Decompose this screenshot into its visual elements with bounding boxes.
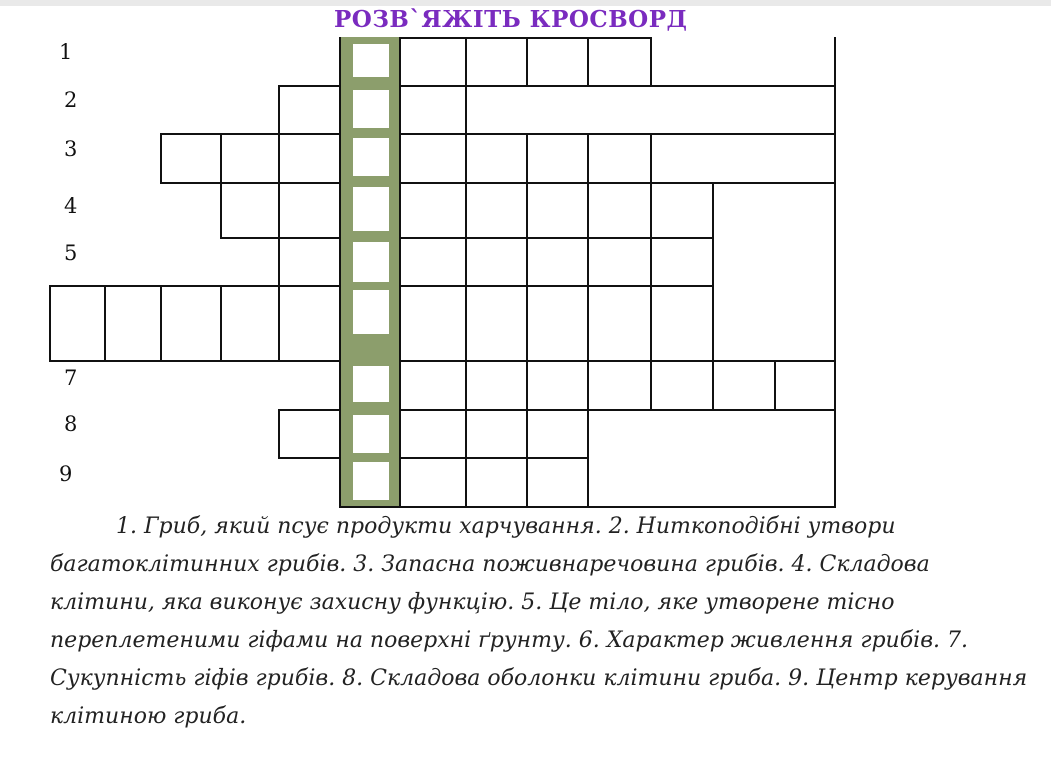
grid-cell[interactable] bbox=[160, 133, 222, 184]
grid-cell[interactable] bbox=[465, 409, 528, 459]
row-number-9: 9 bbox=[59, 462, 73, 486]
grid-cell[interactable] bbox=[278, 409, 341, 459]
row-number-4: 4 bbox=[64, 194, 78, 218]
grid-cell[interactable] bbox=[587, 182, 652, 239]
grid-cell[interactable] bbox=[399, 237, 467, 287]
grid-cell[interactable] bbox=[587, 409, 836, 508]
grid-cell[interactable] bbox=[399, 37, 467, 87]
grid-cell[interactable] bbox=[399, 182, 467, 239]
grid-cell[interactable] bbox=[465, 85, 836, 135]
grid-cell[interactable] bbox=[399, 360, 467, 411]
grid-cell[interactable] bbox=[650, 133, 836, 184]
row-number-5: 5 bbox=[64, 241, 78, 265]
grid-cell[interactable] bbox=[650, 237, 714, 287]
grid-cell[interactable] bbox=[160, 285, 222, 362]
crossword-title: РОЗВ`ЯЖІТЬ КРОСВОРД bbox=[334, 6, 688, 33]
row-number-2: 2 bbox=[64, 88, 78, 112]
grid-cell[interactable] bbox=[220, 285, 280, 362]
keyword-cell-9[interactable] bbox=[353, 462, 389, 500]
grid-cell[interactable] bbox=[526, 182, 589, 239]
grid-cell[interactable] bbox=[399, 133, 467, 184]
grid-cell[interactable] bbox=[526, 409, 589, 459]
grid-cell[interactable] bbox=[278, 133, 341, 184]
row-number-3: 3 bbox=[64, 137, 78, 161]
grid-right-edge bbox=[834, 37, 836, 87]
keyword-cell-4[interactable] bbox=[353, 187, 389, 231]
grid-cell[interactable] bbox=[465, 360, 528, 411]
grid-cell[interactable] bbox=[526, 457, 589, 508]
grid-cell[interactable] bbox=[220, 133, 280, 184]
grid-cell[interactable] bbox=[526, 133, 589, 184]
grid-cell[interactable] bbox=[774, 360, 836, 411]
grid-cell[interactable] bbox=[278, 182, 341, 239]
grid-cell[interactable] bbox=[587, 360, 652, 411]
grid-cell[interactable] bbox=[399, 409, 467, 459]
grid-cell[interactable] bbox=[104, 285, 162, 362]
grid-cell[interactable] bbox=[526, 237, 589, 287]
grid-cell[interactable] bbox=[49, 285, 106, 362]
grid-cell[interactable] bbox=[465, 182, 528, 239]
grid-cell[interactable] bbox=[526, 360, 589, 411]
clues-paragraph: 1. Гриб, який псує продукти харчування. 2. Ниткоподібні утвори багатоклітинних грибів. 3. Запасна поживнаречовина грибів. 4. Складова клітини, яка виконує захисну функцію. 5. Це тіло, яке утворене тісно переплетеними гіфами на поверхні ґрунту. 6. Характер живлення грибів. 7. Сукупність гіфів грибів. 8. Складова оболонки клітини гриба. 9. Центр керування клітиною гриба. bbox=[50, 514, 1028, 729]
row-number-7: 7 bbox=[64, 366, 78, 390]
grid-cell[interactable] bbox=[587, 237, 652, 287]
keyword-cell-8[interactable] bbox=[353, 415, 389, 453]
grid-cell[interactable] bbox=[465, 133, 528, 184]
grid-cell[interactable] bbox=[712, 182, 836, 362]
row-number-8: 8 bbox=[64, 412, 78, 436]
grid-cell[interactable] bbox=[465, 457, 528, 508]
grid-cell[interactable] bbox=[650, 360, 714, 411]
grid-cell[interactable] bbox=[399, 285, 467, 362]
grid-cell[interactable] bbox=[650, 182, 714, 239]
grid-cell[interactable] bbox=[526, 285, 589, 362]
grid-cell[interactable] bbox=[399, 85, 467, 135]
grid-cell[interactable] bbox=[465, 37, 528, 87]
keyword-cell-7[interactable] bbox=[353, 366, 389, 402]
keyword-cell-6[interactable] bbox=[353, 290, 389, 334]
row-number-1: 1 bbox=[59, 40, 73, 64]
grid-cell[interactable] bbox=[587, 37, 652, 87]
grid-cell[interactable] bbox=[587, 133, 652, 184]
grid-cell[interactable] bbox=[650, 285, 714, 362]
grid-cell[interactable] bbox=[278, 85, 341, 135]
grid-cell[interactable] bbox=[278, 285, 341, 362]
keyword-cell-2[interactable] bbox=[353, 90, 389, 128]
clues-text bbox=[50, 508, 1040, 736]
grid-cell[interactable] bbox=[465, 237, 528, 287]
keyword-cell-5[interactable] bbox=[353, 242, 389, 282]
grid-cell[interactable] bbox=[526, 37, 589, 87]
grid-cell[interactable] bbox=[712, 360, 776, 411]
keyword-cell-1[interactable] bbox=[353, 44, 389, 77]
grid-cell[interactable] bbox=[220, 182, 280, 239]
grid-cell[interactable] bbox=[465, 285, 528, 362]
grid-cell[interactable] bbox=[399, 457, 467, 508]
grid-cell[interactable] bbox=[587, 285, 652, 362]
keyword-cell-3[interactable] bbox=[353, 138, 389, 176]
grid-cell[interactable] bbox=[278, 237, 341, 287]
